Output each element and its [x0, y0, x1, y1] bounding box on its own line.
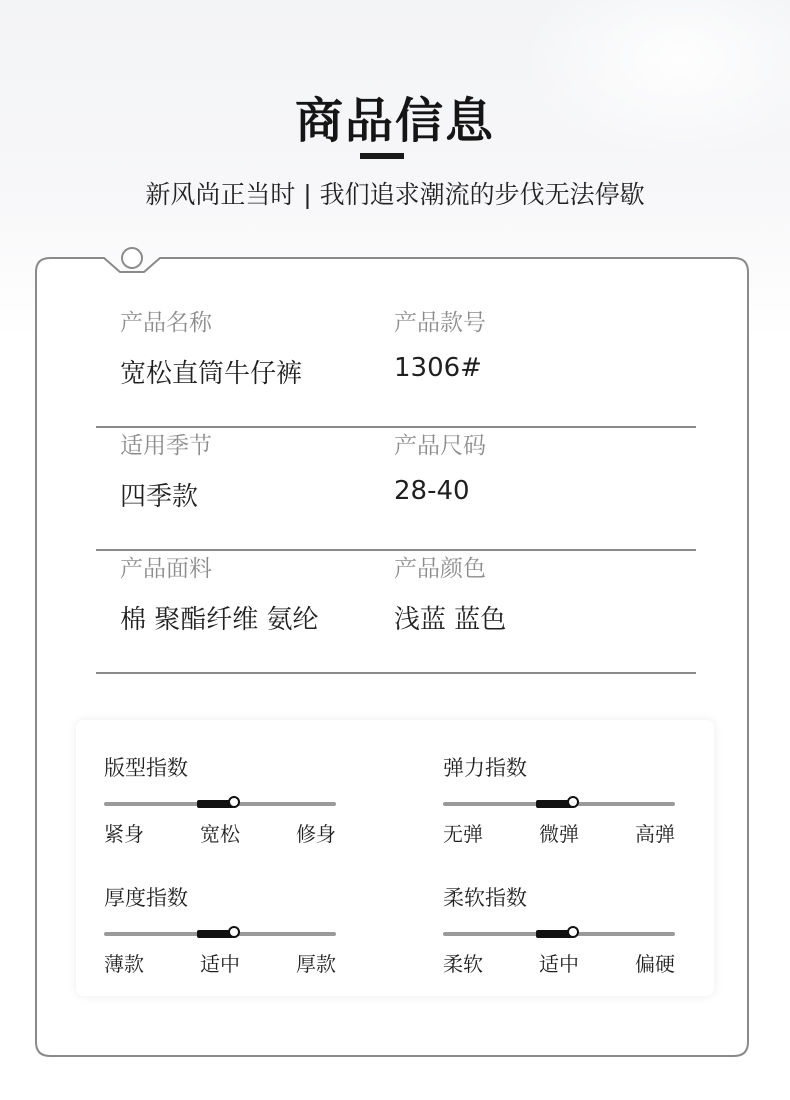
index-title: 版型指数 [104, 756, 188, 780]
index-label-low: 无弹 [443, 822, 483, 846]
index-title: 厚度指数 [104, 886, 188, 910]
info-cell-season [120, 427, 212, 513]
info-label: 产品款号 [394, 310, 486, 336]
page-subtitle: 新风尚正当时 | 我们追求潮流的步伐无法停歇 [145, 180, 645, 209]
fit-index [104, 752, 336, 847]
index-label-high: 偏硬 [635, 952, 675, 976]
index-knob [567, 926, 579, 938]
index-label-low: 柔软 [443, 952, 483, 976]
info-row [96, 550, 696, 674]
index-knob [228, 796, 240, 808]
thickness-index [104, 882, 336, 977]
index-labels [104, 948, 336, 977]
index-label-mid: 微弹 [539, 822, 579, 846]
info-cell-size [394, 427, 486, 506]
index-label-high: 厚款 [296, 952, 336, 976]
info-value: 浅蓝 蓝色 [394, 605, 507, 635]
info-row [96, 304, 696, 428]
index-labels [443, 818, 675, 847]
index-track [104, 932, 336, 936]
index-label-low: 紧身 [104, 822, 144, 846]
index-panel [76, 720, 714, 996]
info-label: 产品面料 [120, 556, 212, 582]
info-row [96, 427, 696, 551]
index-title: 柔软指数 [443, 886, 527, 910]
softness-index [443, 882, 675, 977]
index-label-high: 修身 [296, 822, 336, 846]
info-cell-name [120, 304, 302, 390]
info-cell-style-no [394, 304, 486, 383]
index-label-high: 高弹 [635, 822, 675, 846]
info-value: 1306# [394, 353, 482, 383]
info-cell-fabric [120, 550, 319, 636]
index-labels [104, 818, 336, 847]
index-label-mid: 适中 [539, 952, 579, 976]
index-track [443, 932, 675, 936]
index-knob [567, 796, 579, 808]
index-labels [443, 948, 675, 977]
info-value: 宽松直筒牛仔裤 [120, 359, 303, 389]
hang-ring-icon [122, 248, 142, 268]
index-label-mid: 适中 [200, 952, 240, 976]
info-value: 棉 聚酯纤维 氨纶 [120, 605, 319, 635]
index-track [443, 802, 675, 806]
index-title: 弹力指数 [443, 756, 527, 780]
info-label: 产品名称 [120, 310, 212, 336]
index-track [104, 802, 336, 806]
info-label: 产品颜色 [394, 556, 486, 582]
index-knob [228, 926, 240, 938]
stretch-index [443, 752, 675, 847]
info-value: 28-40 [394, 476, 470, 506]
index-label-mid: 宽松 [200, 822, 240, 846]
page-title: 商品信息 [294, 93, 495, 149]
index-label-low: 薄款 [104, 952, 144, 976]
info-label: 适用季节 [120, 433, 212, 459]
info-value: 四季款 [120, 482, 199, 512]
info-cell-color [394, 550, 506, 636]
info-label: 产品尺码 [394, 433, 486, 459]
